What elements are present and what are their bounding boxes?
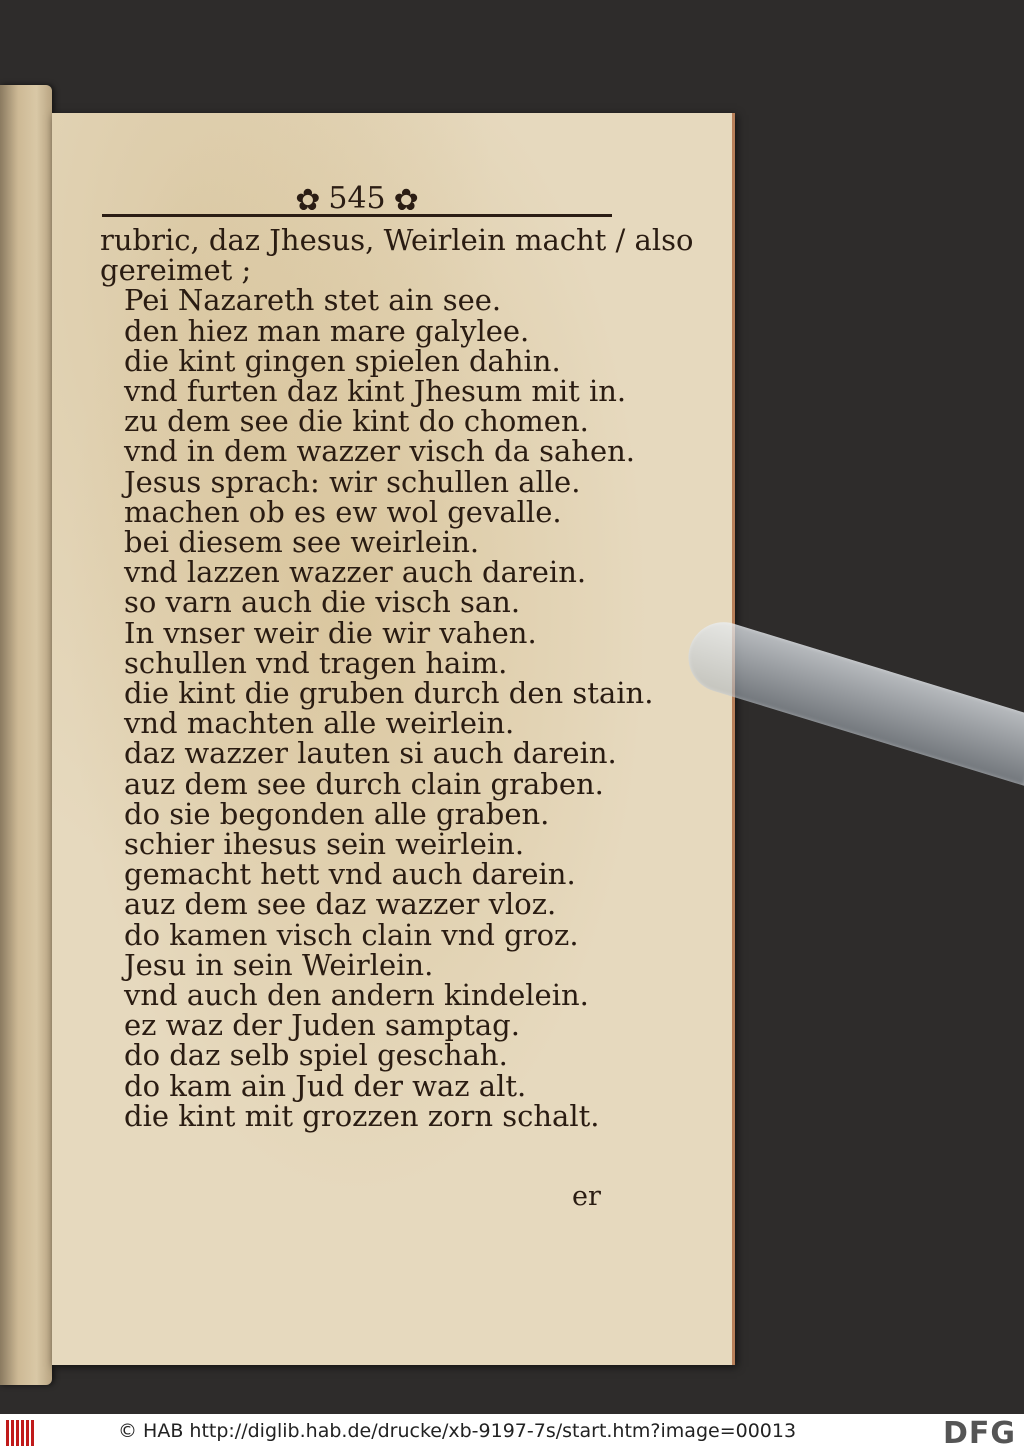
verse-line: zu dem see die kint do chomen. xyxy=(124,404,589,439)
verse-line: Pei Nazareth stet ain see. xyxy=(124,283,502,318)
verse-line: vnd lazzen wazzer auch darein. xyxy=(124,555,587,590)
verse-line: vnd machten alle weirlein. xyxy=(124,706,515,741)
page-header xyxy=(102,181,612,221)
verse-line: schullen vnd tragen haim. xyxy=(124,645,508,680)
verse-line: bei diesem see weirlein. xyxy=(124,525,480,560)
verse-line: ez waz der Juden samptag. xyxy=(124,1008,520,1043)
verse-line: do kam ain Jud der waz alt. xyxy=(124,1068,527,1103)
verse-line: machen ob es ew wol gevalle. xyxy=(124,494,562,529)
book-page xyxy=(52,113,735,1365)
intro-line: gereimet ; xyxy=(100,253,252,288)
verse-line: In vnser weir die wir vahen. xyxy=(124,615,537,650)
page-number-line xyxy=(102,181,612,218)
page-number: 545 xyxy=(328,181,386,216)
catchword: er xyxy=(572,1181,601,1212)
verse-line: vnd in dem wazzer visch da sahen. xyxy=(124,434,636,469)
source-credit-link[interactable]: © HAB http://diglib.hab.de/drucke/xb-9197-7s/start.htm?image=00013 xyxy=(118,1420,797,1442)
intro-line: rubric, daz Jhesus, Weirlein macht / also xyxy=(100,223,694,257)
page-text xyxy=(100,223,694,1133)
verse-line: Jesu in sein Weirlein. xyxy=(124,947,434,982)
verse-line: die kint gingen spielen dahin. xyxy=(124,343,561,378)
verse-line: do daz selb spiel geschah. xyxy=(124,1038,508,1073)
rosette-icon: ✿ xyxy=(393,182,419,218)
verse-line: vnd furten daz kint Jhesum mit in. xyxy=(124,374,627,409)
verse-line: do sie begonden alle graben. xyxy=(124,796,550,831)
verse-line: daz wazzer lauten si auch darein. xyxy=(124,736,617,771)
verse-line: den hiez man mare galylee. xyxy=(124,313,530,348)
header-rule xyxy=(102,214,612,217)
verse-line: gemacht hett vnd auch darein. xyxy=(124,857,576,892)
verse-line: do kamen visch clain vnd groz. xyxy=(124,917,579,952)
verse-line: die kint mit grozzen zorn schalt. xyxy=(124,1098,600,1133)
verse-line: schier ihesus sein weirlein. xyxy=(124,827,525,862)
library-logo-icon xyxy=(6,1420,42,1446)
verse-line: die kint die gruben durch den stain. xyxy=(124,676,654,711)
viewer-footer xyxy=(0,1414,1024,1452)
verse-line: auz dem see daz wazzer vloz. xyxy=(124,887,557,922)
verse-line: vnd auch den andern kindelein. xyxy=(124,978,589,1013)
dfg-logo: DFG xyxy=(942,1416,1016,1451)
rosette-icon: ✿ xyxy=(295,182,321,218)
verse-line: so varn auch die visch san. xyxy=(124,585,521,620)
verse-line: Jesus sprach: wir schullen alle. xyxy=(124,464,581,499)
verse-line: auz dem see durch clain graben. xyxy=(124,766,604,801)
adjacent-page-edge xyxy=(0,85,52,1385)
